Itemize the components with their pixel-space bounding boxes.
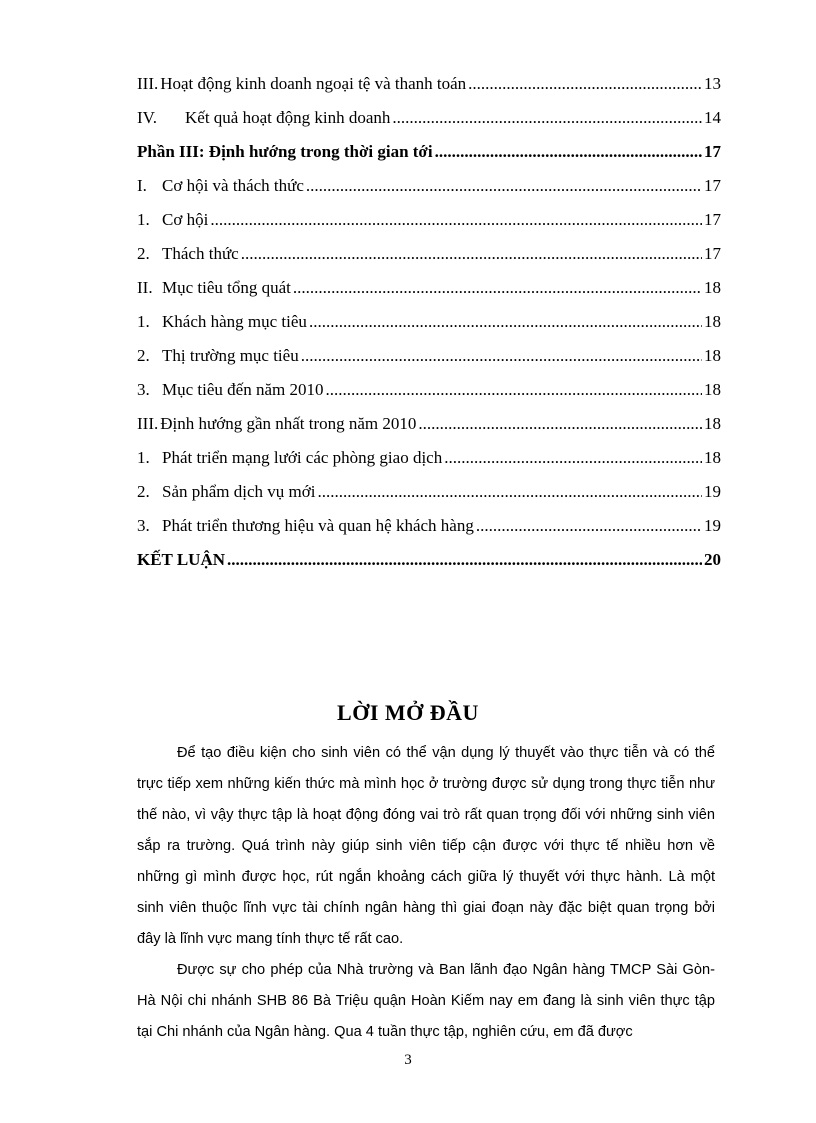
toc-entry-page: 20	[704, 550, 721, 569]
toc-leader-dots	[435, 138, 702, 166]
toc-entry-number: III.	[137, 74, 159, 93]
toc-entry-title: Hoạt động kinh doanh ngoại tệ và thanh toán	[160, 74, 467, 93]
toc-entry-title: Mục tiêu đến năm 2010	[162, 380, 324, 399]
toc-leader-dots	[227, 546, 702, 574]
toc-entry-number: I.	[137, 176, 147, 195]
toc-entry-number: 1.	[137, 210, 150, 229]
toc-entry[interactable]	[137, 512, 721, 546]
toc-entry[interactable]	[137, 138, 721, 172]
intro-heading: LỜI MỞ ĐẦU	[337, 700, 479, 725]
toc-entry-page: 18	[704, 312, 721, 331]
toc-entry-number: 2.	[137, 244, 150, 263]
toc-entry-page: 14	[704, 108, 721, 127]
toc-entry[interactable]	[137, 308, 721, 342]
toc-leader-dots	[444, 444, 702, 472]
toc-entry-title: Định hướng gần nhất trong năm 2010	[160, 414, 417, 433]
toc-entry[interactable]	[137, 444, 721, 478]
toc-entry-title: Thách thức	[162, 244, 239, 263]
toc-entry[interactable]	[137, 410, 721, 444]
toc-leader-dots	[241, 240, 702, 268]
toc-entry[interactable]	[137, 546, 721, 580]
toc-leader-dots	[293, 274, 702, 302]
toc-entry-number: 2.	[137, 346, 150, 365]
toc-entry-page: 18	[704, 414, 721, 433]
toc-entry[interactable]	[137, 172, 721, 206]
toc-entry[interactable]	[137, 274, 721, 308]
toc-entry-number: 2.	[137, 482, 150, 501]
toc-entry-page: 18	[704, 448, 721, 467]
toc-entry-title: Phát triển mạng lưới các phòng giao dịch	[162, 448, 443, 467]
toc-entry-number: III.	[137, 414, 159, 433]
toc-leader-dots	[476, 512, 702, 540]
toc-entry-title: Thị trường mục tiêu	[162, 346, 299, 365]
toc-entry-title: Cơ hội	[162, 210, 209, 229]
intro-paragraph: Để tạo điều kiện cho sinh viên có thể vận dụng lý thuyết vào thực tiễn và có thể trực tiếp xem những kiến thức mà mình học ở trường được sử dụng trong thực tiễn như thế nào, vì vậy thực tập là hoạt động đóng vai trò rất quan trọng đối với những sinh viên sắp ra trường. Quá trình này giúp sinh viên tiếp cận được với thực tế nhiều hơn về những gì mình được học, rút ngắn khoảng cách giữa lý thuyết với thực hành. Là một sinh viên thuộc lĩnh vực tài chính ngân hàng thì giai đoạn này đặc biệt quan trọng bởi đây là lĩnh vực mang tính thực tế rất cao.	[137, 745, 715, 947]
toc-entry-title: Mục tiêu tổng quát	[162, 278, 291, 297]
toc-entry-title: Phần III: Định hướng trong thời gian tới	[137, 142, 433, 161]
toc-entry-title: Khách hàng mục tiêu	[162, 312, 307, 331]
toc-entry[interactable]	[137, 478, 721, 512]
toc-entry-number: 1.	[137, 448, 150, 467]
toc-leader-dots	[317, 478, 702, 506]
toc-entry-page: 17	[704, 244, 721, 263]
table-of-contents	[137, 70, 721, 580]
toc-leader-dots	[418, 410, 702, 438]
toc-entry-title: Sản phẩm dịch vụ mới	[162, 482, 316, 501]
toc-entry-title: KẾT LUẬN	[137, 550, 226, 569]
toc-entry[interactable]	[137, 240, 721, 274]
toc-entry-page: 13	[704, 74, 721, 93]
toc-entry[interactable]	[137, 206, 721, 240]
toc-entry-page: 18	[704, 278, 721, 297]
toc-entry-page: 17	[704, 210, 721, 229]
toc-entry-title: Kết quả hoạt động kinh doanh	[185, 108, 391, 127]
toc-entry[interactable]	[137, 70, 721, 104]
toc-entry-page: 17	[704, 142, 721, 161]
toc-entry-number: IV.	[137, 108, 157, 127]
toc-entry[interactable]	[137, 104, 721, 138]
page-number: 3	[404, 1052, 412, 1068]
intro-paragraph: Được sự cho phép của Nhà trường và Ban lãnh đạo Ngân hàng TMCP Sài Gòn-Hà Nội chi nhánh SHB 86 Bà Triệu quận Hoàn Kiếm nay em đang là sinh viên thực tập tại Chi nhánh của Ngân hàng. Qua 4 tuần thực tập, nghiên cứu, em đã được	[137, 962, 715, 1040]
toc-entry-page: 17	[704, 176, 721, 195]
toc-leader-dots	[210, 206, 702, 234]
intro-body	[137, 738, 715, 1048]
toc-leader-dots	[309, 308, 702, 336]
toc-entry[interactable]	[137, 376, 721, 410]
toc-entry-number: 3.	[137, 380, 150, 399]
toc-entry-title: Phát triển thương hiệu và quan hệ khách hàng	[162, 516, 474, 535]
toc-entry-title: Cơ hội và thách thức	[162, 176, 304, 195]
toc-leader-dots	[325, 376, 702, 404]
toc-entry-number: II.	[137, 278, 153, 297]
toc-entry-page: 18	[704, 346, 721, 365]
toc-leader-dots	[301, 342, 702, 370]
toc-entry-page: 18	[704, 380, 721, 399]
toc-leader-dots	[468, 70, 702, 98]
toc-entry-page: 19	[704, 482, 721, 501]
toc-leader-dots	[392, 104, 702, 132]
toc-entry-number: 3.	[137, 516, 150, 535]
toc-entry[interactable]	[137, 342, 721, 376]
toc-leader-dots	[306, 172, 702, 200]
toc-entry-number: 1.	[137, 312, 150, 331]
toc-entry-page: 19	[704, 516, 721, 535]
